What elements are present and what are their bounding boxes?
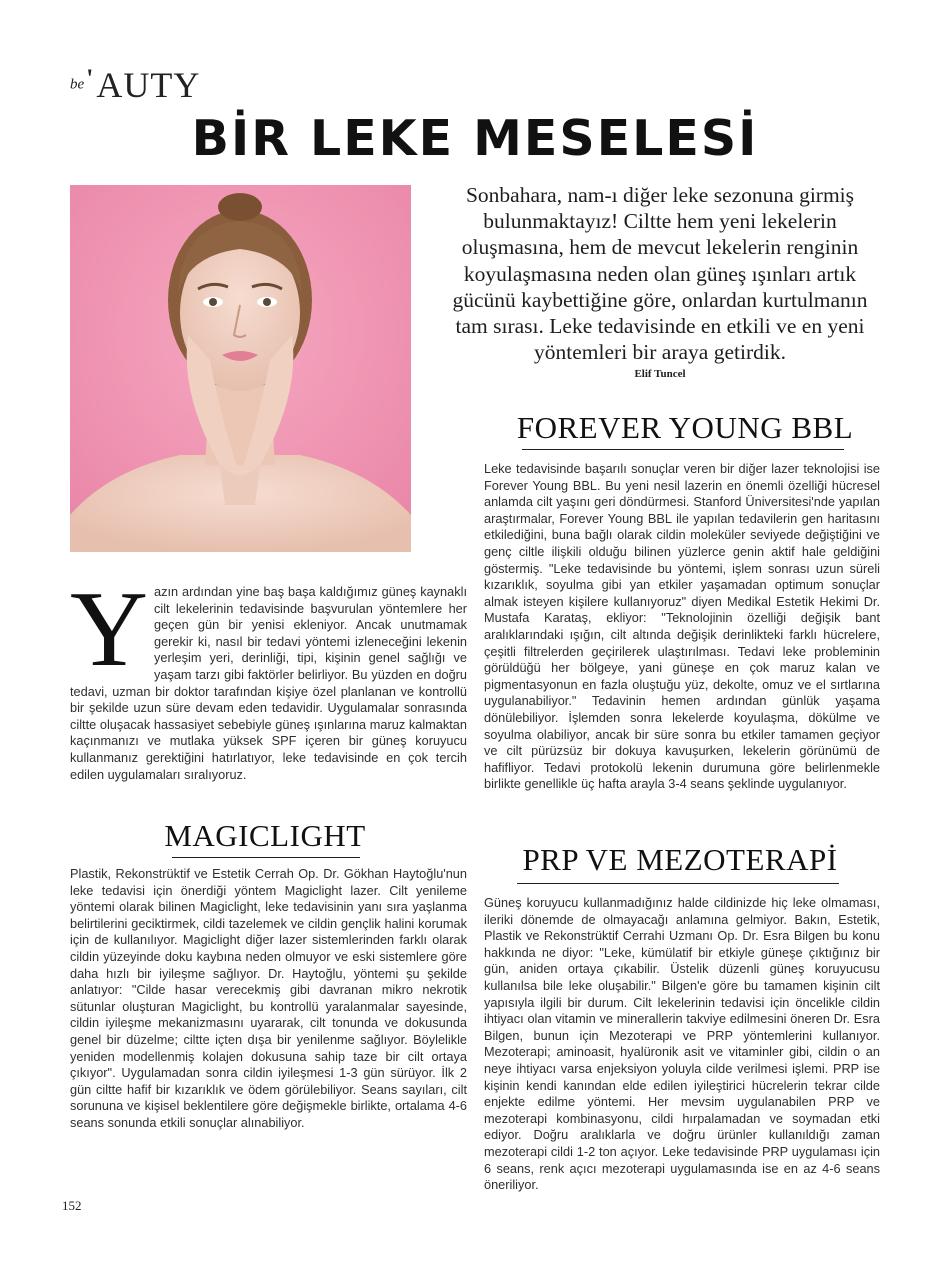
section-text-prp-mezoterapi: Güneş koruyucu kullanmadığınız halde cildinizde hiç leke olmaması, ileriki dönemde de olmayacağı anlamına gelmiyor. Bakın, Estetik, Plastik ve Rekonstrüktif Cerrahi Uzmanı Op. Dr. Esra Bilgen bu konu hakkında ne diyor: "Leke, kümülatif bir etkiyle güneşe çıktığınız bir gün, aniden ortaya çıkabilir. Üstelik düzenli güneş koruyucusu kullanılsa bile leke oluşabilir." Bilgen'e göre bu tamamen kişinin cilt yapısıyla ilgili bir durum. Cilt lekelerinin tedavisi için öncelikle cildin ihtiyacı olan vitamin ve minerallerin takviye edilmesini öneren Dr. Esra Bilgen, bunun için Mezoterapi ve PRP yöntemlerini kullanıyor. Mezoterapi; aminoasit, hyalüronik asit ve vitaminler gibi, cildin o an neye ihtiyacı varsa enjeksiyon yoluyla cilde verilmesi işlemi. PRP ise kişinin kendi kanından elde edilen iyileştirici hücrelerin tekrar cilde enjekte edilme yöntemi. Her mevsim uygulanabilen PRP ve mezoterapi kombinasyonu, cildi hırpalamadan ve soymadan etki ediyor. Doğru aralıklarla ve doğru ürünler kullanıldığı zaman mezoterapi cildi 1-2 ton açıyor. Leke tedavisinde PRP uygulaması için 6 seans, renk açıcı mezoterapi uygulamasında ise en az 4-6 seans öneriliyor. [484, 895, 880, 1193]
section-title-prp-mezoterapi: PRP VE MEZOTERAPİ [522, 842, 838, 877]
section-title-magiclight: MAGICLIGHT [164, 818, 366, 853]
section-rule-prp-mezoterapi [517, 883, 839, 884]
page-number: 152 [62, 1198, 82, 1213]
section-title-forever-young-bbl: FOREVER YOUNG BBL [516, 410, 854, 445]
page-title: BİR LEKE MESELESİ [191, 110, 759, 167]
author-byline: Elif Tuncel [634, 368, 686, 380]
brand-apostrophe: ' [86, 64, 94, 93]
brand-name: AUTY [96, 65, 201, 105]
article-lede: Sonbahara, nam-ı diğer leke sezonuna girmiş bulunmaktayız! Ciltte hem yeni lekelerin oluşmasına, hem de mevcut lekelerin renginin koyulaşmasına neden olan güneş ışınları artık gücünü kaybettiğine göre, onlardan kurtulmanın tam sırası. Leke tedavisinde en etkili ve en yeni yöntemleri bir araya getirdik. [452, 183, 868, 365]
brand-prefix: be [70, 76, 85, 93]
section-text-magiclight: Plastik, Rekonstrüktif ve Estetik Cerrah Op. Dr. Gökhan Haytoğlu'nun leke tedavisi için önerdiği yöntem Magiclight lazer. Cilt yenileme yöntemi olarak bilinen Magiclight, leke tedavisinin yanı sıra yaşlanma belirtilerini geciktirmek, cildi tazelemek ve cildin gençlik halini korumak için de kullanılıyor. Magiclight diğer lazer sistemlerinden farklı olarak cildin yüzeyinde doku kaybına neden olmuyor ve eski sistemlere göre daha hızlı bir iyileşme sağlıyor. Dr. Haytoğlu, yöntemi şu şekilde anlatıyor: "Cilde hasar verecekmiş gibi davranan mikro nekrotik sütunlar oluşturan Magiclight, bu kontrollü yaralanmalar sayesinde, cildin iyileşme mekanizmasını uyararak, cilt tonunda ve dokusunda genel bir düzelme; ciltte içten dışa bir yenilenme sağlıyor. Böylelikle yeniden modellenmiş kolajen dokusuna sahip taze bir cilt ortaya çıkıyor". Uygulamadan sonra cildin iyileşmesi 1-3 gün sürüyor. İlk 2 gün ciltte hafif bir kızarıklık ve ödem görülebiliyor. Seans sayıları, cilt sorununa ve kişisel beklentilere göre değişmekle birlikte, ortalama 4-6 seans sonunda etkili sonuçlar alınabiliyor. [70, 866, 467, 1130]
intro-text: azın ardından yine baş başa kaldığımız güneş kaynaklı cilt lekelerinin tedavisinde başvurulan yöntemlere her geçen gün bir yenisi ekleniyor. Ancak unutmamak gerekir ki, nasıl bir tedavi yöntemi izleneceğini lekenin yerleşim yeri, derinliği, tipi, kişinin genel sağlığı ve yaşam tarzı gibi faktörler belirliyor. Bu yüzden en doğru tedavi, uzman bir doktor tarafından kişiye özel planlanan ve kontrollü bir şekilde uzun süre devam eden tedavidir. Uygulamalar sonrasında ciltte oluşacak hassasiyet sebebiyle güneş ışınlarına maruz kalmaktan kaçınmanızı ve mutlaka yüksek SPF içeren bir güneş koruyucu kullanmanız gerektiğini hatırlatıyor, leke tedavisinde en çok tercih edilen uygulamaları sıralıyoruz. [70, 584, 467, 782]
section-rule-forever-young-bbl [522, 449, 844, 450]
article-intro [70, 570, 467, 783]
section-rule-magiclight [172, 857, 360, 858]
drop-cap-letter: Y [70, 570, 148, 689]
model-portrait-image [70, 185, 411, 552]
portrait-illustration [70, 185, 411, 552]
magazine-section-brand [70, 64, 200, 106]
section-text-forever-young-bbl: Leke tedavisinde başarılı sonuçlar veren bir diğer lazer teknolojisi ise Forever Young BBL. Bu yeni nesil lazerin en önemli özelliği hücresel anlamda cilt yaşını geri döndürmesi. Stanford Üniversitesi'nde yapılan araştırmalar, Forever Young BBL ile yapılan tedavilerin gen haritasını etkilediğini, buna bağlı olarak cildin moleküler seviyede değiştiğini ve genç ciltle ilişkili olduğu bilinen yüzlerce genin aktif hale geldiğini göstermiş. "Leke tedavisinde bu yöntemi, işlem sonrası uzun süreli kızarıklık, soyulma gibi yan etkiler yaşamadan optimum sonuçlar almak isteyen kişilere kullanıyoruz" diyen Medikal Estetik Hekimi Dr. Mustafa Karataş, ekliyor: "Teknolojinin özelliği değişik bant aralıklarındaki ışığın, cilt altında değişik derinlikteki farklı hücrelere, çeşitli filtrelerden geçirilerek ulaştırılması. Tedavi leke probleminin görüldüğü her bölgeye, yani güneşe en çok maruz kalan ve pigmentasyonun en fazla oluştuğu yüz, dekolte, omuz ve el sırtlarına uygulanabiliyor." Tedavinin hemen ardından günlük yaşama dönülebiliyor. İşlemden sonra lekelerde koyulaşma, dökülme ve soyulma olabiliyor, ancak bir süre sonra bu etkiler tamamen geçiyor ve cilt pürüzsüz bir dokuya kavuşurken, lekelerin görünümü de hafifliyor. Tedavi protokolü lekenin durumuna göre belirlenmekle birlikte genellikle üç hafta arayla 3-4 seans şeklinde uygulanıyor. [484, 461, 880, 792]
